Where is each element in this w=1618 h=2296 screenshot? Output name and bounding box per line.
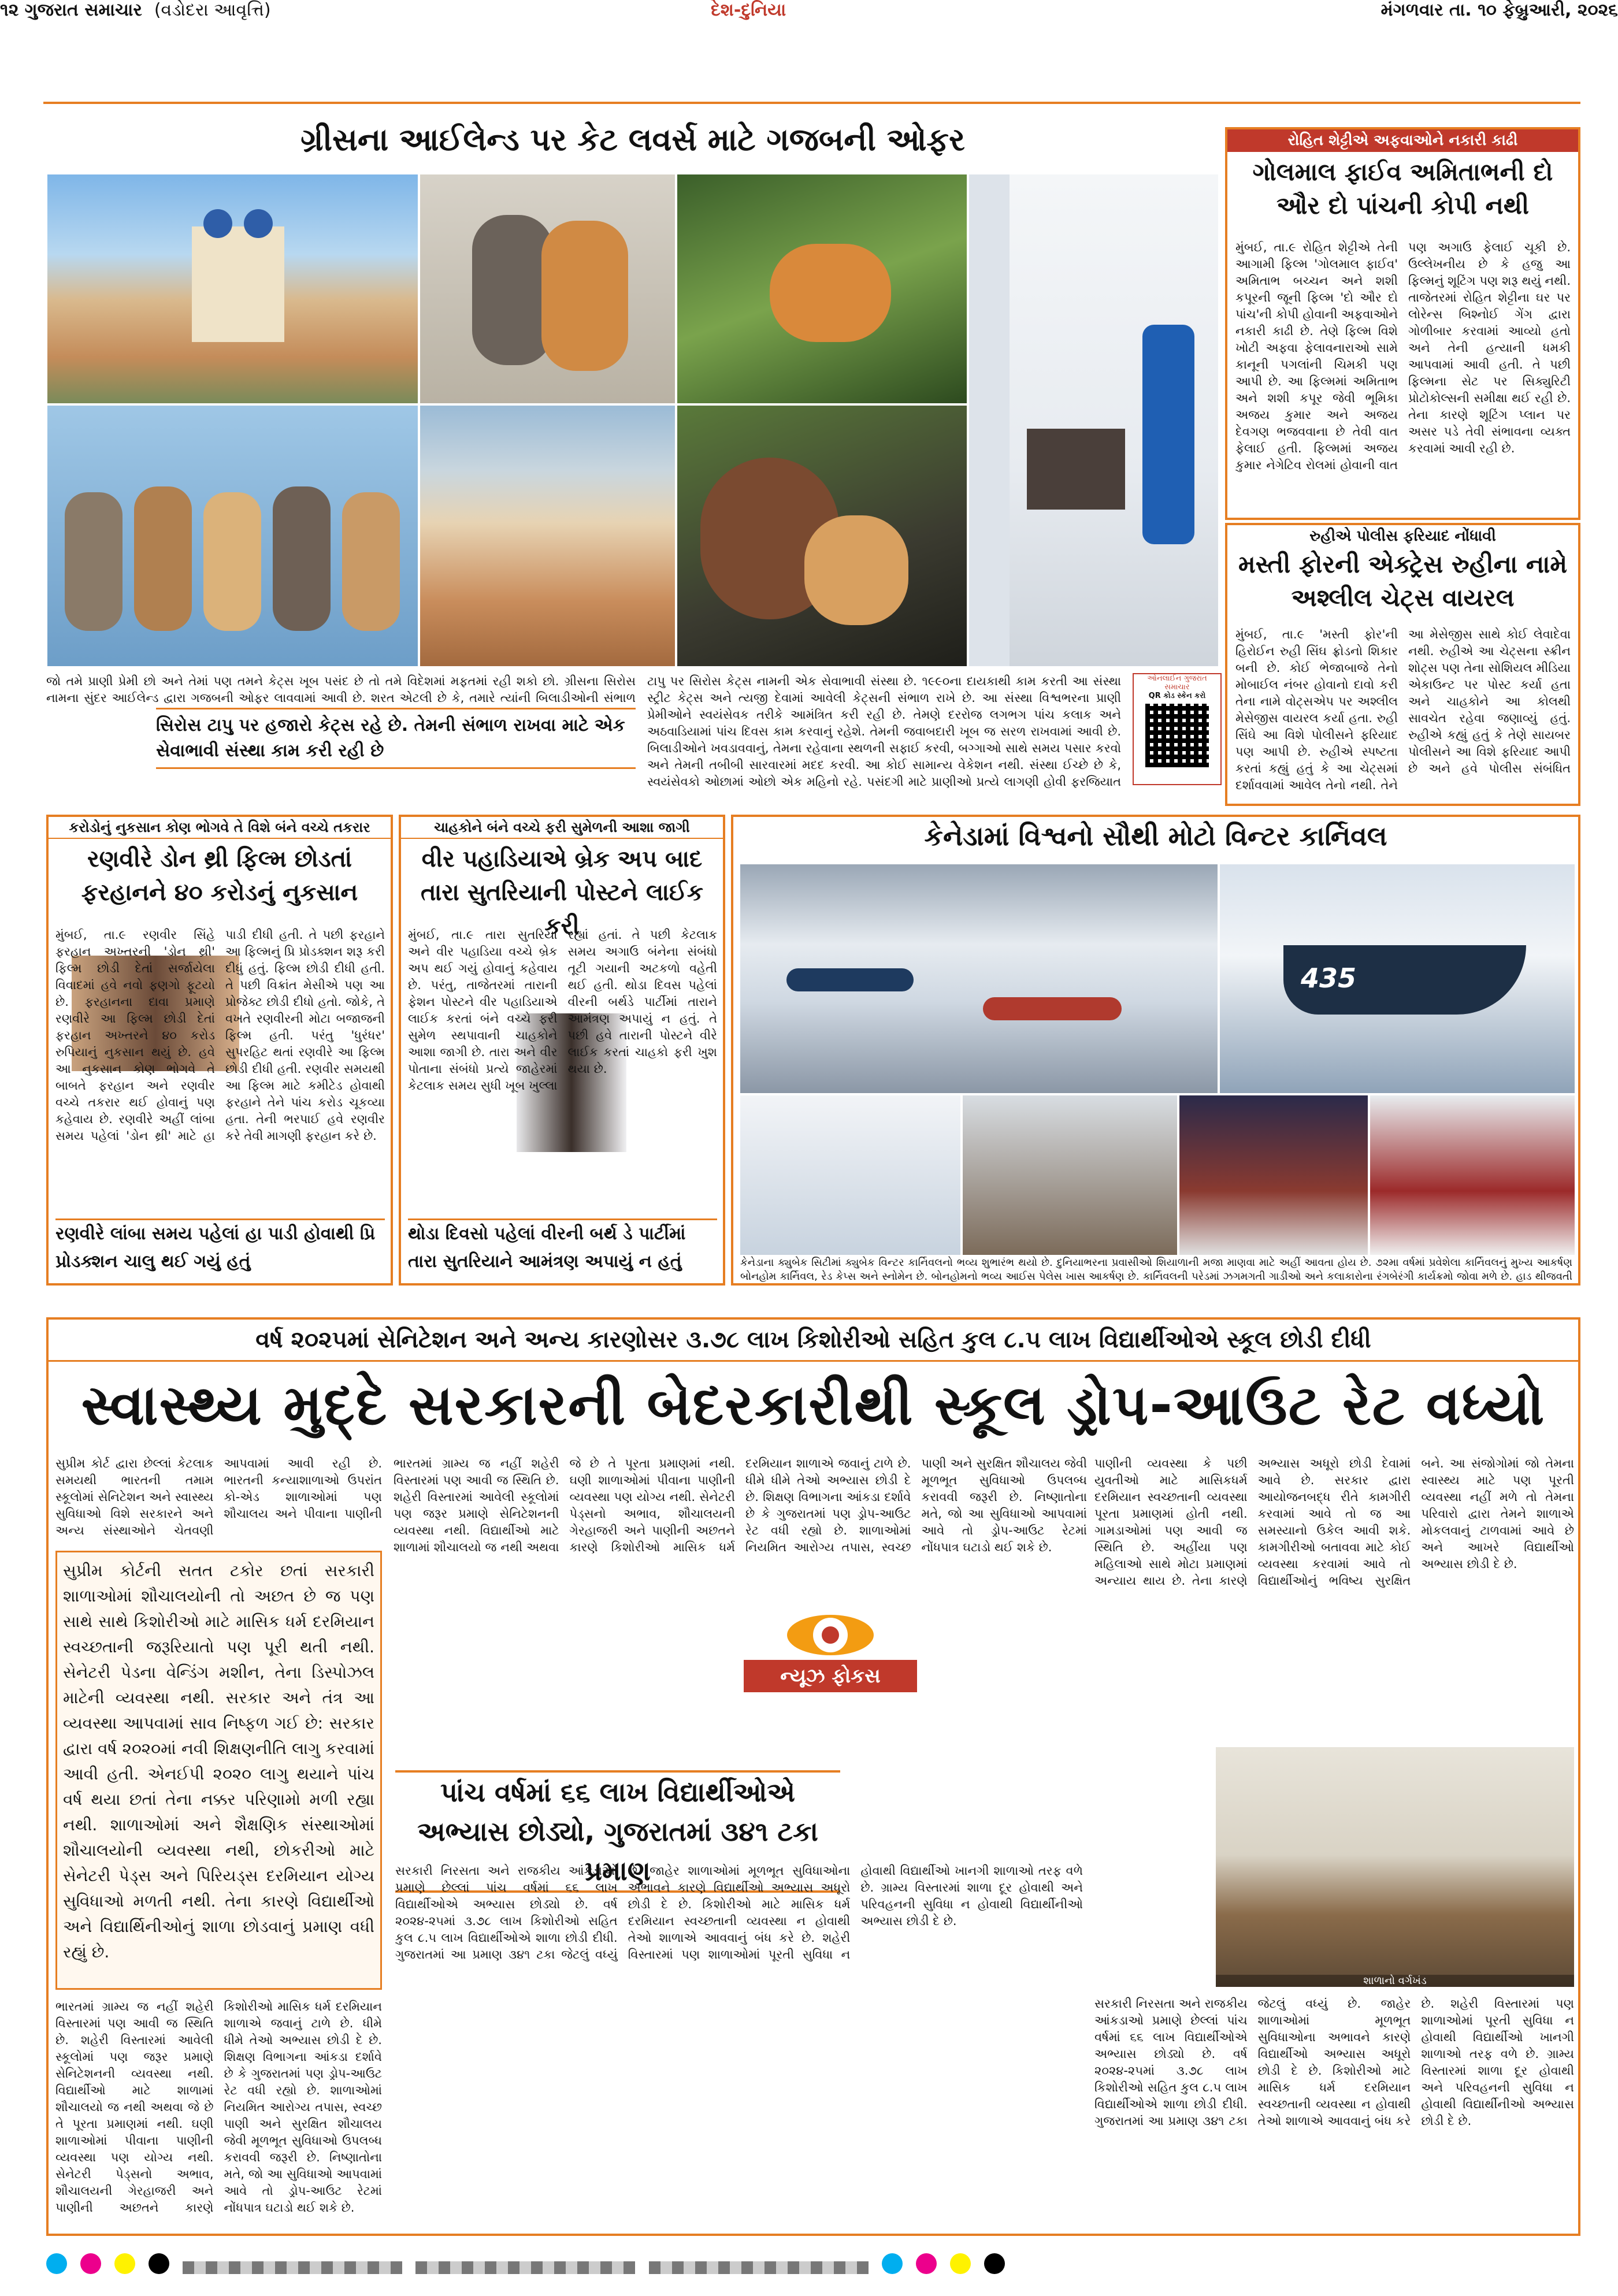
tara-pullquote: થોડા દિવસો પહેલાં વીરની બર્થ ડે પાર્ટીમાં તારા સુતરિયાને આમંત્રણ અપાયું ન હતું xyxy=(408,1218,717,1276)
greece-photo-cats-row xyxy=(46,404,419,667)
school-story xyxy=(46,1317,1580,2236)
registration-bar xyxy=(46,2253,1580,2276)
qr-code-icon[interactable] xyxy=(1145,704,1209,767)
greece-story xyxy=(46,110,1219,806)
gray-bar-2 xyxy=(415,2261,635,2274)
ranveer-headline: રણવીરે ડોન થ્રી ફિલ્મ છોડતાં ફરહાનને ૪૦ કરોડનું નુકસાન xyxy=(81,846,358,906)
canada-photo-snow-crowd xyxy=(1369,1094,1576,1256)
canada-photo-night xyxy=(1178,1094,1369,1256)
yellow-swatch xyxy=(114,2253,135,2274)
ranveer-pullquote: રણવીરે લાંબા સમય પહેલાં હા પાડી હોવાથી પ્રિ પ્રોડક્શન ચાલુ થઈ ગયું હતું xyxy=(55,1218,385,1276)
ranveer-kicker: કરોડોનું નુકસાન કોણ ભોગવે તે વિશે બંને વચ્ચે તકરાર xyxy=(49,817,391,839)
greece-photo-town xyxy=(46,173,419,404)
greece-body-right: ટાપુ પર સિરોસ કેટ્સ નામની એક સેવાભાવી સંસ્થા છે. ૧૯૯૦ના દાયકાથી કામ કરતી આ સંસ્થા સ્ટ્રીટ કેટ્સ અને ત્યજી દેવામાં આવેલી કેટ્સની સંભાળ રાખે છે. આ સંસ્થા વિશ્વભરના પ્રાણી પ્રેમીઓને સ્વયંસેવક તરીકે આમંત્રિત કરી રહી છે. તેમણે દરરોજ લગભગ પાંચ કલાક અને અઠવાડિયામાં પાંચ દિવસ કામ કરવાનું રહેશે. તેમની જવાબદારી ખૂબ જ સરળ રાખવામાં આવી છે. બિલાડીઓને ખવડાવવાનું, તેમના રહેવાના સ્થળની સફાઈ કરવી, બગ્ગાઓ સાથે સમય પસાર કરવો અને તેમની તબીબી સારવારમાં મદદ કરવી. આ કોઈ સામાન્ય વેકેશન નથી. સંસ્થા ઈચ્છે છે કે, સ્વયંસેવકો ઓછામાં ઓછો એક મહિનો રહે. પસંદગી માટે પ્રાણીઓ પ્રત્યે લાગણી હોવી ફરજિયાત xyxy=(647,674,1121,789)
magenta-swatch xyxy=(80,2253,101,2274)
gray-bar-3 xyxy=(649,2261,869,2274)
greece-photo-alley-donkey xyxy=(968,173,1219,667)
cyan-swatch-2 xyxy=(882,2253,903,2274)
school-body-center: ભારતમાં ગ્રામ્ય જ નહીં શહેરી વિસ્તારમાં પણ આવી જ સ્થિતિ છે. શહેરી વિસ્તારમાં આવેલી સ્કૂલોમાં પણ જરૂર પ્રમાણે સેનિટેશનની વ્યવસ્થા નથી. વિદ્યાર્થીઓ માટે શાળામાં શૌચાલયો જ નથી અથવા જે છે તે પૂરતા પ્રમાણમાં નથી. ઘણી શાળાઓમાં પીવાના પાણીની વ્યવસ્થા પણ યોગ્ય નથી. સેનેટરી પેડ્સનો અભાવ, શૌચાલયની ગેરહાજરી અને પાણીની અછતને કારણે કિશોરીઓ માસિક ધર્મ દરમિયાન શાળાએ જવાનું ટાળે છે. ધીમે ધીમે તેઓ અભ્યાસ છોડી દે છે. શિક્ષણ વિભાગના આંકડા દર્શાવે છે કે ગુજરાતમાં પણ ડ્રોપ-આઉટ રેટ વધી રહ્યો છે. શાળાઓમાં નિયમિત આરોગ્ય તપાસ, સ્વચ્છ પાણી અને સુરક્ષિત શૌચાલય જેવી મૂળભૂત સુવિધાઓ ઉપલબ્ધ કરાવવી જરૂરી છે. નિષ્ણાતોના મતે, જો આ સુવિધાઓ આપવામાં આવે તો ડ્રોપ-આઉટ રેટમાં નોંધપાત્ર ઘટાડો થઈ શકે છે. xyxy=(394,1457,1087,1554)
gray-bar xyxy=(183,2261,402,2274)
school-body-right-2: સરકારી નિરસતા અને રાજકીય આંકડાઓ પ્રમાણે છેલ્લાં પાંચ વર્ષમાં ૬૬ લાખ વિદ્યાર્થીઓએ અભ્યાસ છોડ્યો છે. વર્ષ ૨૦૨૪-૨૫માં ૩.૭૮ લાખ કિશોરીઓ સહિત કુલ ૮.૫ લાખ વિદ્યાર્થીઓએ શાળા છોડી દીધી. ગુજરાતમાં આ પ્રમાણ ૩૪૧ ટકા જેટલું વધ્યું છે. જાહેર શાળાઓમાં મૂળભૂત સુવિધાઓના અભાવને કારણે વિદ્યાર્થીઓ અભ્યાસ અધૂરો છોડી દે છે. કિશોરીઓ માટે માસિક ધર્મ દરમિયાન સ્વચ્છતાની વ્યવસ્થા ન હોવાથી તેઓ શાળાએ આવવાનું બંધ કરે છે. શહેરી વિસ્તારમાં પણ શાળાઓમાં પૂરતી સુવિધા ન હોવાથી વિદ્યાર્થીઓ ખાનગી શાળાઓ તરફ વળે છે. ગ્રામ્ય વિસ્તારમાં શાળા દૂર હોવાથી અને પરિવહનની સુવિધા ન હોવાથી વિદ્યાર્થીનીઓ અભ્યાસ છોડી દે છે. xyxy=(1094,1997,1574,2128)
news-focus-label: ન્યૂઝ ફોકસ xyxy=(744,1660,917,1692)
tara-kicker: ચાહકોને બંને વચ્ચે ફરી સુમેળની આશા જાગી xyxy=(401,817,723,839)
section-label: દેશ-દુનિયા xyxy=(711,0,786,20)
tara-headline: વીર પહાડિયાએ બ્રેક અપ બાદ તારા સુતરિયાની પોસ્ટને લાઈક કરી xyxy=(420,846,704,939)
greece-qr-box xyxy=(1133,673,1222,785)
canada-story xyxy=(731,815,1580,1286)
school-headline: સ્વાસ્થ્ય મુદ્દે સરકારની બેદરકારીથી સ્કૂલ ડ્રોપ-આઉટ રેટ વધ્યો xyxy=(81,1373,1546,1437)
school-boxed-text xyxy=(55,1551,382,1990)
edition-label: (વડોદરા આવૃત્તિ) xyxy=(154,0,271,20)
greece-photo-town-2 xyxy=(419,404,676,667)
magenta-swatch-2 xyxy=(916,2253,937,2274)
school-photo-caption: શાળાનો વર્ગખંડ xyxy=(1216,1975,1574,1987)
school-body-right: પાણીની વ્યવસ્થા કે પછી યુવતીઓ માટે માસિકધર્મ દરમિયાન સ્વચ્છતાની વ્યવસ્થા પૂરતા પ્રમાણમાં હોતી નથી. ગામડાઓમાં પણ આવી જ સ્થિતિ છે. અહીંયા પણ મહિલાઓ સાથે મોટા પ્રમાણમાં અન્યાય થાય છે. તેના કારણે અભ્યાસ અધૂરો છોડી દેવામાં આવે છે. સરકાર દ્વારા આયોજનબદ્ધ રીતે કામગીરી કરવામાં આવે તો જ આ સમસ્યાનો ઉકેલ આવી શકે. કામગીરીઓ બતાવવા માટે કોઈ વ્યવસ્થા કરવામાં આવે તો વિદ્યાર્થીઓનું ભવિષ્ય સુરક્ષિત બને. આ સંજોગોમાં જો તેમના સ્વાસ્થ્ય માટે પણ પૂરતી વ્યવસ્થા નહીં મળે તો તેમના પરિવારો દ્વારા તેમને શાળાએ મોકલવાનું ટાળવામાં આવે છે અને આખરે વિદ્યાર્થીઓ અભ્યાસ છોડી દે છે. xyxy=(1094,1457,1574,1588)
canada-headline: કેનેડામાં વિશ્વનો સૌથી મોટો વિન્ટર કાર્નિવલ xyxy=(924,820,1387,852)
black-swatch xyxy=(149,2253,169,2274)
canada-photo-canoe-race xyxy=(739,863,1219,1094)
ranveer-story xyxy=(46,815,393,1286)
canada-body: કેનેડાના ક્યુબેક સિટીમાં ક્યુબેક વિન્ટર કાર્નિવલનો ભવ્ય શુભારંભ થયો છે. દુનિયાભરના પ્રવાસીઓ શિયાળાની મજા માણવા માટે અહીં આવતા હોય છે. ૭૨મા વર્ષમાં પ્રવેશેલા કાર્નિવલનું મુખ્ય આકર્ષણ બોનહોમ કાર્નિવલ, રેડ કેપ્સ અને સ્નોમેન છે. બોનહોમનો ભવ્ય આઈસ પેલેસ ખાસ આકર્ષણ છે. કાર્નિવલની પરેડમાં ઝગમગતી ગાડીઓ અને કલાકારોના રંગબેરંગી કાર્યક્રમો જોવા મળે છે. હાડ થીજવતી xyxy=(740,1257,1572,1283)
eye-icon xyxy=(787,1615,874,1655)
canada-photo-ice-sculpture xyxy=(739,1094,962,1256)
ranveer-body: મુંબઈ, તા.૯ રણવીર સિંહે ફરહાન અખ્તરની 'ડોન થ્રી' ફિલ્મ છોડી દેતાં સર્જાયેલા વિવાદમાં હવે નવો ફણગો ફૂટયો છે. ફરહાનના દાવા પ્રમાણે રણવીરે આ ફિલ્મ છોડી દેતાં ફરહાન અખ્તરને ૪૦ કરોડ રુપિયાનું નુકસાન થયું છે. હવે આ નુકસાન કોણ ભોગવે તે બાબતે ફરહાન અને રણવીર વચ્ચે તકરાર થઈ હોવાનું પણ કહેવાય છે. રણવીરે અહીં લાંબા સમય પહેલાં 'ડોન થ્રી' માટે હા પાડી દીધી હતી. તે પછી ફરહાને આ ફિલ્મનું પ્રિ પ્રોડક્શન શરૂ કરી દીધું હતું. ફિલ્મ છોડી દીધી હતી. તે પછી વિક્રાંત મેસીએ પણ આ પ્રોજેક્ટ છોડી દીધો હતો. જોકે, તે વખતે રણવીરની મોટા બજાજની ફિલ્મ હતી. પરંતુ 'ધુરંધર' સુપરહિટ થતાં રણવીરે આ ફિલ્મ છોડી દીધી હતી. રણવીર સમયથી આ ફિલ્મ માટે કમીટેડ હોવાથી ફરહાને તેને પાંચ કરોડ ચૂકવ્યા હતા. તેની ભરપાઈ હવે રણવીર કરે તેવી માગણી ફરહાન કરે છે. xyxy=(55,928,385,1143)
rohit-story xyxy=(1225,127,1580,520)
date-label: મંગળવાર તા. ૧૦ ફેબ્રુઆરી, ૨૦૨૬ xyxy=(1381,0,1618,20)
canoe-number: 435 xyxy=(1301,963,1357,994)
masthead xyxy=(0,0,1618,25)
school-body-sub: સરકારી નિરસતા અને રાજકીય આંકડાઓ પ્રમાણે છેલ્લાં પાંચ વર્ષમાં ૬૬ લાખ વિદ્યાર્થીઓએ અભ્યાસ છોડ્યો છે. વર્ષ ૨૦૨૪-૨૫માં ૩.૭૮ લાખ કિશોરીઓ સહિત કુલ ૮.૫ લાખ વિદ્યાર્થીઓએ શાળા છોડી દીધી. ગુજરાતમાં આ પ્રમાણ ૩૪૧ ટકા જેટલું વધ્યું છે. જાહેર શાળાઓમાં મૂળભૂત સુવિધાઓના અભાવને કારણે વિદ્યાર્થીઓ અભ્યાસ અધૂરો છોડી દે છે. કિશોરીઓ માટે માસિક ધર્મ દરમિયાન સ્વચ્છતાની વ્યવસ્થા ન હોવાથી તેઓ શાળાએ આવવાનું બંધ કરે છે. શહેરી વિસ્તારમાં પણ શાળાઓમાં પૂરતી સુવિધા ન હોવાથી વિદ્યાર્થીઓ ખાનગી શાળાઓ તરફ વળે છે. ગ્રામ્ય વિસ્તારમાં શાળા દૂર હોવાથી અને પરિવહનની સુવિધા ન હોવાથી વિદ્યાર્થીનીઓ અભ્યાસ છોડી દે છે. xyxy=(395,1864,1083,1961)
school-strap: વર્ષ ૨૦૨૫માં સેનિટેશન અને અન્ય કારણોસર ૩.૭૮ લાખ કિશોરીઓ સહિત કુલ ૮.૫ લાખ વિદ્યાર્થીઓએ સ્કૂલ છોડી દીધી xyxy=(49,1320,1578,1362)
school-boxed-body: સુપ્રીમ કોર્ટની સતત ટકોર છતાં સરકારી શાળાઓમાં શૌચાલયોની તો અછત છે જ પણ સાથે સાથે કિશોરીઓ માટે માસિક ધર્મ દરમિયાન સ્વચ્છતાની જરૂરિયાતો પણ પૂરી થતી નથી. સેનેટરી પેડના વેન્ડિંગ મશીન, તેના ડિસ્પોઝલ માટેની વ્યવસ્થા નથી. સરકાર અને તંત્ર આ વ્યવસ્થા આપવામાં સાવ નિષ્ફળ ગઈ છે: સરકાર દ્વારા વર્ષ ૨૦૨૦માં નવી શિક્ષણનીતિ લાગુ કરવામાં આવી હતી. એનઈપી ૨૦૨૦ લાગુ થયાને પાંચ વર્ષ થયા છતાં તેના નક્કર પરિણામો મળી રહ્યા નથી. શાળાઓમાં અને શૈક્ષણિક સંસ્થાઓમાં શૌચાલયોની વ્યવસ્થા નથી, છોકરીઓ માટે સેનેટરી પેડ્સ અને પિરિયડ્સ દરમિયાન યોગ્ય સુવિધાઓ મળતી નથી. તેના કારણે વિદ્યાર્થીઓ અને વિદ્યાર્થિનીઓનું શાળા છોડવાનું પ્રમાણ વધી રહ્યું છે. xyxy=(63,1561,374,1961)
qr-caption: ઓનલાઈન ગુજરાત સમાચાર xyxy=(1147,674,1207,692)
school-lead: સુપ્રીમ કોર્ટ દ્વારા છેલ્લાં કેટલાક સમયથી ભારતની તમામ સ્કૂલોમાં સેનિટેશન અને સ્વાસ્થ્ય સુવિધાઓ વિશે સરકારને અને અન્ય સંસ્થાઓને ચેતવણી આપવામાં આવી રહી છે. ભારતની કન્યાશાળાઓ ઉપરાંત કો-એડ શાળાઓમાં પણ શૌચાલય અને પીવાના પાણીની xyxy=(55,1457,382,1537)
ruhi-story xyxy=(1225,523,1580,806)
greece-body-left: જો તમે પ્રાણી પ્રેમી છો અને તેમાં પણ તમને કેટ્સ ખૂબ પસંદ છે તો તમે વિદેશમાં મફતમાં રહી શકો છો. ગ્રીસના સિરોસ નામના સુંદર આઈલેન્ડ દ્વારા ગજબની ઓફર લાવવામાં આવી છે. શરત એટલી છે કે, તમારે ત્યાંની બિલાડીઓની સંભાળ xyxy=(46,674,636,705)
masthead-rule xyxy=(43,102,1580,104)
ruhi-body: મુંબઈ, તા.૯ 'મસ્તી ફોર'ની હિરોઈન રુહી સિંઘ ફ્રોડનો શિકાર બની છે. કોઈ ભેજાબાજે તેનો મોબાઈલ નંબર હોવાનો દાવો કરી તેના નામે વોટ્સએપ પર અશ્લીલ મેસેજીસ વાયરલ કર્યા હતા. રુહી સિંઘે આ વિશે પોલીસને ફરિયાદ પણ આપી છે. રુહીએ સ્પષ્ટતા કરતાં કહ્યું હતું કે આ ચેટ્સમાં દર્શાવવામાં આવેલ તેનો નથી. તેને આ મેસેજીસ સાથે કોઈ લેવાદેવા નથી. રુહીએ આ ચેટ્સના સ્ક્રીન શોટ્સ પણ તેના સોશિયલ મીડિયા એકાઉન્ટ પર પોસ્ટ કર્યા હતા અને ચાહકોને આ કોલથી સાવચેત રહેવા જણાવ્યું હતું. રુહીએ કહ્યું હતું કે તેણે સાયબર પોલીસને આ વિશે ફરિયાદ આપી છે અને હવે પોલીસ સંબંધિત xyxy=(1235,627,1571,792)
ruhi-headline: મસ્તી ફોરની એક્ટ્રેસ રુહીના નામે અશ્લીલ ચેટ્સ વાયરલ xyxy=(1238,550,1567,612)
ruhi-kicker: રુહીએ પોલીસ ફરિયાદ નોંધાવી xyxy=(1309,527,1496,545)
greece-photo-cats-pair xyxy=(419,173,676,404)
greece-photo-woman-cat xyxy=(676,404,968,667)
school-subhead: પાંચ વર્ષમાં ૬૬ લાખ વિદ્યાર્થીઓએ અભ્યાસ છોડ્યો, ગુજરાતમાં ૩૪૧ ટકા પ્રમાણ xyxy=(395,1770,840,1893)
canada-photo-ice-canoe xyxy=(1219,863,1576,1094)
greece-headline: ગ્રીસના આઈલેન્ડ પર કેટ લવર્સ માટે ગજબની ઓફર xyxy=(300,121,965,158)
tara-body: મુંબઈ, તા.૯ તારા સુતરિયા અને વીર પહાડિયા વચ્ચે બ્રેક અપ થઈ ગયું હોવાનું કહેવાય છે. પરંતુ, તાજેતરમાં તારાની ફેશન પોસ્ટને વીર પહાડિયાએ લાઈક કરતાં બંને વચ્ચે ફરી સુમેળ સ્થપાવાની ચાહકોને આશા જાગી છે. તારા અને વીર પોતાના સંબંધો પ્રત્યે જાહેરમાં કેટલાક સમય સુધી ખૂબ ખુલ્લા રહ્યાં હતાં. તે પછી કેટલાક સમય અગાઉ બંનેના સંબંધો તૂટી ગયાની અટકળો વહેતી થઈ હતી. થોડા દિવસ પહેલાં વીરની બર્થડે પાર્ટીમાં તારાને આમંત્રણ અપાયું ન હતું. તે પછી હવે તારાની પોસ્ટને વીરે લાઈક કરતાં ચાહકો ફરી ખુશ થયા છે. xyxy=(408,928,717,1093)
school-body-main: ભારતમાં ગ્રામ્ય જ નહીં શહેરી વિસ્તારમાં પણ આવી જ સ્થિતિ છે. શહેરી વિસ્તારમાં આવેલી સ્કૂલોમાં પણ જરૂર પ્રમાણે સેનિટેશનની વ્યવસ્થા નથી. વિદ્યાર્થીઓ માટે શાળામાં શૌચાલયો જ નથી અથવા જે છે તે પૂરતા પ્રમાણમાં નથી. ઘણી શાળાઓમાં પીવાના પાણીની વ્યવસ્થા પણ યોગ્ય નથી. સેનેટરી પેડ્સનો અભાવ, શૌચાલયની ગેરહાજરી અને પાણીની અછતને કારણે કિશોરીઓ માસિક ધર્મ દરમિયાન શાળાએ જવાનું ટાળે છે. ધીમે ધીમે તેઓ અભ્યાસ છોડી દે છે. શિક્ષણ વિભાગના આંકડા દર્શાવે છે કે ગુજરાતમાં પણ ડ્રોપ-આઉટ રેટ વધી રહ્યો છે. શાળાઓમાં નિયમિત આરોગ્ય તપાસ, સ્વચ્છ પાણી અને સુરક્ષિત શૌચાલય જેવી મૂળભૂત સુવિધાઓ ઉપલબ્ધ કરાવવી જરૂરી છે. નિષ્ણાતોના મતે, જો આ સુવિધાઓ આપવામાં આવે તો ડ્રોપ-આઉટ રેટમાં નોંધપાત્ર ઘટાડો થઈ શકે છે. xyxy=(55,2000,382,2215)
qr-label: QR કોડ સ્કેન કરો xyxy=(1148,692,1206,700)
rohit-headline: ગોલમાલ ફાઈવ અમિતાભની દો ઔર દો પાંચની કોપી નથી xyxy=(1252,158,1553,220)
greece-photo-tree-cat xyxy=(676,173,968,404)
rohit-body: મુંબઈ, તા.૯ રોહિત શેટ્ટીએ તેની આગામી ફિલ્મ 'ગોલમાલ ફાઈવ' અમિતાભ બચ્ચન અને શશી કપૂરની જૂની ફિલ્મ 'દો ઔર દો પાંચ'ની કોપી હોવાની અફવાઓને નકારી કાઢી છે. તેણે ફિલ્મ વિશે ખોટી અફવા ફેલાવનારાઓ સામે કાનૂની પગલાંની ચિમકી પણ આપી છે. આ ફિલ્મમાં અમિતાભ અને શશી કપૂર જેવી ભૂમિકા અજય કુમાર અને અજય દેવગણ ભજવવાના છે તેવી વાત ફેલાઈ હતી. ફિલ્મમાં અજય કુમાર નેગેટિવ રોલમાં હોવાની વાત પણ અગાઉ ફેલાઈ ચૂકી છે. ઉલ્લેખનીય છે કે હજુ આ ફિલ્મનું શૂટિંગ પણ શરૂ થયું નથી. તાજેતરમાં રોહિત શેટ્ટીના ઘર પર લોરેન્સ બિશ્નોઈ ગેંગ દ્વારા ગોળીબાર કરવામાં આવ્યો હતો અને તેની હત્યાની ધમકી આપવામાં આવી હતી. તે પછી ફિલ્મના સેટ પર સિક્યુરિટી પ્રોટોકોલ્સની સમીક્ષા થઈ રહી છે. તેના કારણે શૂટિંગ પ્લાન પર અસર પડે તેવી સંભાવના વ્યક્ત કરવામાં આવી રહી છે. xyxy=(1235,240,1571,472)
rohit-kicker: રોહિત શેટ્ટીએ અફવાઓને નકારી કાઢી xyxy=(1227,129,1578,152)
yellow-swatch-2 xyxy=(950,2253,971,2274)
news-focus-logo xyxy=(742,1608,919,1710)
canada-photo-parade xyxy=(962,1094,1178,1256)
black-swatch-2 xyxy=(984,2253,1005,2274)
greece-pullquote: સિરોસ ટાપુ પર હજારો કેટ્સ રહે છે. તેમની સંભાળ રાખવા માટે એક સેવાભાવી સંસ્થા કામ કરી રહી છે xyxy=(156,708,636,769)
school-photo-classroom xyxy=(1216,1747,1574,1987)
cyan-swatch xyxy=(46,2253,67,2274)
page-number: ૧૨ ગુજરાત સમાચાર (વડોદરા આવૃત્તિ) xyxy=(0,0,271,20)
tara-story xyxy=(399,815,725,1286)
